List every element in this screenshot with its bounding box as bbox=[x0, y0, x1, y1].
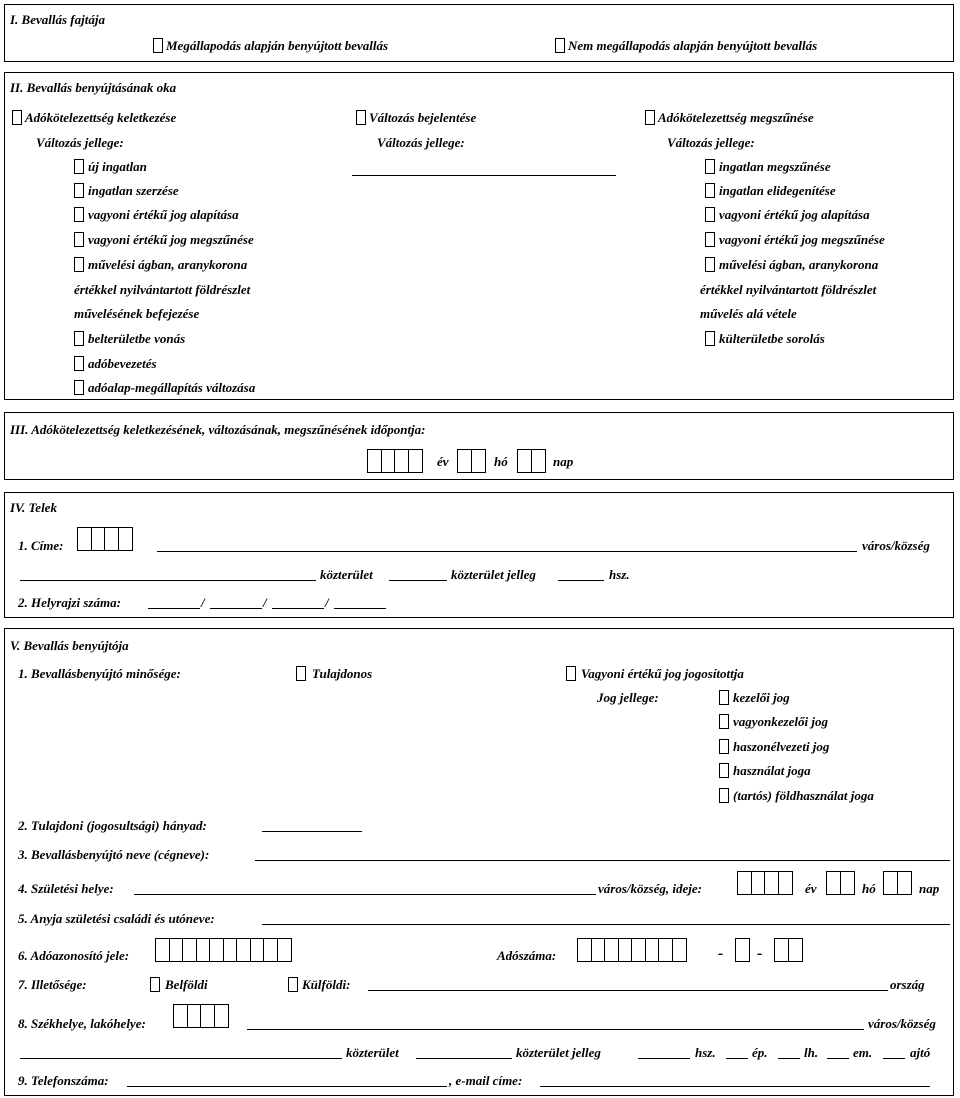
label-szekhely-em: em. bbox=[853, 1045, 873, 1060]
label-szul-ho: hó bbox=[862, 881, 876, 896]
szekhely-jelleg-line[interactable] bbox=[416, 1058, 512, 1059]
label-valtozas-jellege-2: Változás jellege: bbox=[377, 135, 465, 150]
szekhely-varos-line[interactable] bbox=[247, 1029, 864, 1030]
label-telek-varos: város/község bbox=[862, 538, 930, 553]
checkbox-ingatlan-szerzese[interactable] bbox=[74, 183, 84, 198]
label-nem-megallapodas: Nem megállapodás alapján benyújtott bevallás bbox=[568, 38, 818, 53]
label-orszag: ország bbox=[890, 977, 925, 992]
adoszam-dash-1: - bbox=[718, 945, 724, 962]
label-telek-cime: 1. Címe: bbox=[18, 538, 64, 553]
label-muvelesi-ag-1-cont2: művelésének befejezése bbox=[74, 306, 200, 321]
helyrajzi-slash-2: / bbox=[263, 595, 267, 610]
checkbox-adobevezetes[interactable] bbox=[74, 356, 84, 371]
valtozas-jellege-line[interactable] bbox=[352, 175, 616, 176]
label-jog-alapitasa-3: vagyoni értékű jog alapítása bbox=[719, 207, 870, 222]
checkbox-jog-alapitasa-1[interactable] bbox=[74, 207, 84, 222]
checkbox-megallapodas[interactable] bbox=[153, 38, 163, 53]
label-kezeloi-jog: kezelői jog bbox=[733, 690, 790, 705]
section-5-title: V. Bevallás benyújtója bbox=[10, 638, 129, 653]
label-szul-nap: nap bbox=[919, 881, 940, 896]
label-nap: nap bbox=[553, 454, 574, 469]
label-valtozas-jellege-3: Változás jellege: bbox=[667, 135, 755, 150]
label-varos-ideje: város/község, ideje: bbox=[598, 881, 702, 896]
label-kulfoldi: Külföldi: bbox=[302, 977, 351, 992]
label-tulajdoni-hanyad: 2. Tulajdoni (jogosultsági) hányad: bbox=[18, 818, 207, 833]
checkbox-adokot-megszunese[interactable] bbox=[645, 110, 655, 125]
label-jog-alapitasa-1: vagyoni értékű jog alapítása bbox=[88, 207, 239, 222]
checkbox-kezeloi-jog[interactable] bbox=[719, 690, 729, 705]
checkbox-uj-ingatlan[interactable] bbox=[74, 159, 84, 174]
label-muvelesi-ag-1-cont1: értékkel nyilvántartott földrészlet bbox=[74, 282, 251, 297]
email-line[interactable] bbox=[540, 1086, 930, 1087]
label-szul-ev: év bbox=[805, 881, 817, 896]
label-jog-megszunese-3: vagyoni értékű jog megszűnése bbox=[719, 232, 885, 247]
adoazonosito-boxes[interactable] bbox=[155, 938, 290, 962]
checkbox-jog-alapitasa-3[interactable] bbox=[705, 207, 715, 222]
anyja-neve-line[interactable] bbox=[262, 924, 950, 925]
checkbox-ingatlan-elidegenitese[interactable] bbox=[705, 183, 715, 198]
checkbox-valtozas-bejelentese[interactable] bbox=[356, 110, 366, 125]
label-szekhely-ep: ép. bbox=[752, 1045, 768, 1060]
label-kulteruletbe-sorolas: külterületbe sorolás bbox=[719, 331, 825, 346]
label-adoalap-valtozas: adóalap-megállapítás változása bbox=[88, 380, 256, 395]
label-szekhely: 8. Székhelye, lakóhelye: bbox=[18, 1016, 146, 1031]
orszag-line[interactable] bbox=[368, 990, 888, 991]
checkbox-adokot-keletkezese[interactable] bbox=[12, 110, 22, 125]
telek-hsz-line[interactable] bbox=[558, 580, 604, 581]
label-valtozas-jellege-1: Változás jellege: bbox=[36, 135, 124, 150]
szul-month-boxes[interactable] bbox=[826, 871, 853, 895]
section-telek bbox=[4, 492, 954, 618]
section-1-title: I. Bevallás fajtája bbox=[10, 12, 105, 27]
label-helyrajzi: 2. Helyrajzi száma: bbox=[18, 595, 121, 610]
label-szekhely-varos: város/község bbox=[868, 1016, 936, 1031]
irsz-boxes-szekhely[interactable] bbox=[173, 1004, 227, 1028]
tulajdoni-hanyad-line[interactable] bbox=[262, 831, 362, 832]
label-ingatlan-elidegenitese: ingatlan elidegenítése bbox=[719, 183, 836, 198]
label-muvelesi-ag-3-cont1: értékkel nyilvántartott földrészlet bbox=[700, 282, 877, 297]
label-telek-hsz: hsz. bbox=[609, 567, 630, 582]
checkbox-vagyonkezeloi-jog[interactable] bbox=[719, 714, 729, 729]
label-szekhely-hsz: hsz. bbox=[695, 1045, 716, 1060]
label-adokot-keletkezese: Adókötelezettség keletkezése bbox=[25, 110, 177, 125]
checkbox-ingatlan-megszunese[interactable] bbox=[705, 159, 715, 174]
label-adokot-megszunese: Adókötelezettség megszűnése bbox=[658, 110, 814, 125]
label-haszonelvezeti-jog: haszonélvezeti jog bbox=[733, 739, 830, 754]
label-hasznalat-joga: használat joga bbox=[733, 763, 811, 778]
helyrajzi-slash-3: / bbox=[325, 595, 329, 610]
helyrajzi-line-2[interactable] bbox=[210, 608, 262, 609]
checkbox-foldhasznalat-joga[interactable] bbox=[719, 788, 729, 803]
label-benyujto-minosege: 1. Bevallásbenyújtó minősége: bbox=[18, 666, 181, 681]
label-telek-kozterulet: közterület bbox=[320, 567, 373, 582]
adoszam-boxes-2[interactable] bbox=[735, 938, 749, 962]
section-2-title: II. Bevallás benyújtásának oka bbox=[10, 80, 177, 95]
szekhely-lh-line[interactable] bbox=[778, 1058, 800, 1059]
szekhely-ep-line[interactable] bbox=[726, 1058, 748, 1059]
checkbox-jog-megszunese-1[interactable] bbox=[74, 232, 84, 247]
label-ingatlan-szerzese: ingatlan szerzése bbox=[88, 183, 179, 198]
label-szekhely-ajto: ajtó bbox=[910, 1045, 931, 1060]
helyrajzi-slash-1: / bbox=[201, 595, 205, 610]
checkbox-nem-megallapodas[interactable] bbox=[555, 38, 565, 53]
label-jog-megszunese-1: vagyoni értékű jog megszűnése bbox=[88, 232, 254, 247]
szul-day-boxes[interactable] bbox=[883, 871, 910, 895]
checkbox-muvelesi-ag-1[interactable] bbox=[74, 257, 84, 272]
adoszam-boxes-3[interactable] bbox=[774, 938, 801, 962]
label-anyja-neve: 5. Anyja születési családi és utóneve: bbox=[18, 911, 215, 926]
label-szekhely-kozterulet: közterület bbox=[346, 1045, 399, 1060]
checkbox-muvelesi-ag-3[interactable] bbox=[705, 257, 715, 272]
label-vagyoni-jog-jogositott: Vagyoni értékű jog jogosítottja bbox=[581, 666, 744, 681]
section-3-title: III. Adókötelezettség keletkezésének, változásának, megszűnésének időpontja: bbox=[10, 422, 426, 437]
szekhely-em-line[interactable] bbox=[827, 1058, 849, 1059]
section-4-title: IV. Telek bbox=[10, 500, 57, 515]
szekhely-hsz-line[interactable] bbox=[638, 1058, 690, 1059]
szuletesi-helye-line[interactable] bbox=[134, 894, 596, 895]
helyrajzi-line-4[interactable] bbox=[334, 608, 386, 609]
szekhely-ajto-line[interactable] bbox=[883, 1058, 905, 1059]
label-szekhely-jelleg: közterület jelleg bbox=[516, 1045, 601, 1060]
label-valtozas-bejelentese: Változás bejelentése bbox=[369, 110, 477, 125]
checkbox-haszonelvezeti-jog[interactable] bbox=[719, 739, 729, 754]
telek-jelleg-line[interactable] bbox=[389, 580, 447, 581]
adoszam-boxes-1[interactable] bbox=[577, 938, 685, 962]
label-muvelesi-ag-1: művelési ágban, aranykorona bbox=[88, 257, 248, 272]
month-boxes[interactable] bbox=[457, 449, 484, 473]
szekhely-kozterulet-line[interactable] bbox=[20, 1058, 342, 1059]
checkbox-vagyoni-jog-jogositott[interactable] bbox=[566, 666, 576, 681]
label-vagyonkezeloi-jog: vagyonkezelői jog bbox=[733, 714, 828, 729]
label-jog-jellege: Jog jellege: bbox=[597, 690, 659, 705]
label-telek-jelleg: közterület jelleg bbox=[451, 567, 536, 582]
checkbox-hasznalat-joga[interactable] bbox=[719, 763, 729, 778]
irsz-boxes-telek[interactable] bbox=[77, 527, 131, 551]
checkbox-tulajdonos[interactable] bbox=[296, 666, 306, 681]
label-email: , e-mail címe: bbox=[449, 1073, 523, 1088]
label-adoszama: Adószáma: bbox=[497, 948, 557, 963]
label-uj-ingatlan: új ingatlan bbox=[88, 159, 147, 174]
adoszam-dash-2: - bbox=[757, 945, 763, 962]
label-ho: hó bbox=[494, 454, 508, 469]
szul-year-boxes[interactable] bbox=[737, 871, 791, 895]
telefonszam-line[interactable] bbox=[127, 1086, 447, 1087]
label-benyujto-neve: 3. Bevallásbenyújtó neve (cégneve): bbox=[18, 847, 210, 862]
label-belfoldi: Belföldi bbox=[165, 977, 208, 992]
checkbox-belfoldi[interactable] bbox=[150, 977, 160, 992]
label-belteruletbe-vonas: belterületbe vonás bbox=[88, 331, 186, 346]
benyujto-neve-line[interactable] bbox=[255, 860, 950, 861]
label-adoazonosito: 6. Adóazonosító jele: bbox=[18, 948, 130, 963]
label-muvelesi-ag-3: művelési ágban, aranykorona bbox=[719, 257, 879, 272]
checkbox-adoalap-valtozas[interactable] bbox=[74, 380, 84, 395]
checkbox-kulteruletbe-sorolas[interactable] bbox=[705, 331, 715, 346]
label-szuletesi-helye: 4. Születési helye: bbox=[18, 881, 114, 896]
label-illetoseg: 7. Illetősége: bbox=[18, 977, 87, 992]
telek-kozterulet-line[interactable] bbox=[20, 580, 316, 581]
label-szekhely-lh: lh. bbox=[804, 1045, 819, 1060]
checkbox-belteruletbe-vonas[interactable] bbox=[74, 331, 84, 346]
label-foldhasznalat-joga: (tartós) földhasználat joga bbox=[733, 788, 874, 803]
checkbox-jog-megszunese-3[interactable] bbox=[705, 232, 715, 247]
day-boxes[interactable] bbox=[517, 449, 544, 473]
label-muvelesi-ag-3-cont2: művelés alá vétele bbox=[700, 306, 797, 321]
helyrajzi-line-1[interactable] bbox=[148, 608, 200, 609]
checkbox-kulfoldi[interactable] bbox=[288, 977, 298, 992]
label-tulajdonos: Tulajdonos bbox=[312, 666, 373, 681]
label-adobevezetes: adóbevezetés bbox=[88, 356, 157, 371]
label-ev: év bbox=[437, 454, 449, 469]
label-ingatlan-megszunese: ingatlan megszűnése bbox=[719, 159, 831, 174]
telek-varos-line[interactable] bbox=[157, 551, 857, 552]
label-megallapodas: Megállapodás alapján benyújtott bevallás bbox=[166, 38, 389, 53]
label-telefonszam: 9. Telefonszáma: bbox=[18, 1073, 109, 1088]
helyrajzi-line-3[interactable] bbox=[272, 608, 324, 609]
year-boxes[interactable] bbox=[367, 449, 421, 473]
